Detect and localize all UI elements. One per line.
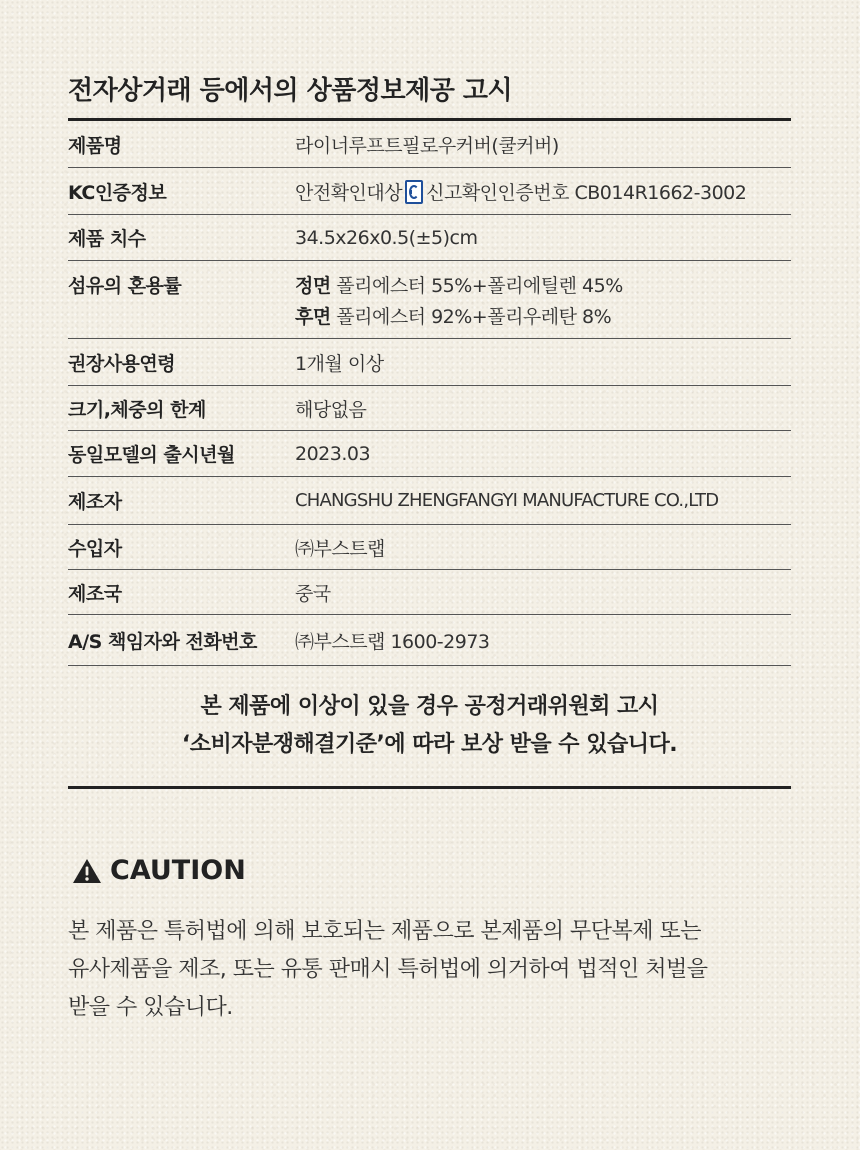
row-label: 권장사용연령: [68, 352, 176, 375]
caution-text: [68, 913, 798, 1027]
row-label: 제조국: [68, 582, 122, 605]
row-value: ㈜부스트랩 1600-2973: [295, 630, 490, 653]
caution-title-text: CAUTION: [110, 855, 246, 886]
table-row-importer: [68, 525, 791, 570]
row-label: KC인증정보: [68, 181, 167, 204]
section-divider: [68, 786, 791, 789]
kc-cert-number: 신고확인인증번호 CB014R1662-3002: [426, 181, 747, 204]
kc-target-text: 안전확인대상: [295, 181, 403, 204]
table-row-limit: [68, 386, 791, 431]
table-row-country: [68, 570, 791, 615]
notice-line-1: 본 제품에 이상이 있을 경우 공정거래위원회 고시: [200, 694, 659, 719]
compensation-notice: [68, 688, 791, 764]
row-label: A/S 책임자와 전화번호: [68, 630, 257, 653]
row-label: 제조자: [68, 491, 122, 513]
table-row-age: [68, 339, 791, 386]
row-value: 1개월 이상: [295, 352, 384, 375]
row-value: 라이너루프트필로우커버(쿨커버): [295, 134, 559, 157]
product-info-table: [68, 118, 791, 666]
caution-line-1: 본 제품은 특허법에 의해 보호되는 제품으로 본제품의 무단복제 또는: [68, 919, 702, 944]
row-label: 크기,체중의 한계: [68, 398, 206, 421]
row-label: 수입자: [68, 537, 122, 560]
table-row-size: [68, 215, 791, 261]
row-value: CHANGSHU ZHENGFANGYI MANUFACTURE CO.,LTD: [295, 490, 719, 511]
fiber-front-label: 정면: [295, 275, 331, 297]
row-value: 해당없음: [295, 398, 367, 421]
fiber-front-line: [295, 271, 791, 302]
row-label: 제품명: [68, 134, 122, 157]
kc-certification-mark-icon: [405, 180, 423, 204]
row-value: 34.5x26x0.5(±5)cm: [295, 226, 478, 249]
table-row-manufacturer: [68, 477, 791, 525]
fiber-back-label: 후면: [295, 306, 331, 328]
table-row-fiber: [68, 261, 791, 339]
row-value: [295, 178, 791, 205]
fiber-front-value: 폴리에스터 55%+폴리에틸렌 45%: [336, 275, 623, 297]
fiber-back-line: [295, 302, 791, 333]
caution-line-3: 받을 수 있습니다.: [68, 995, 233, 1020]
table-row-product-name: [68, 121, 791, 168]
caution-line-2: 유사제품을 제조, 또는 유통 판매시 특허법에 의거하여 법적인 처벌을: [68, 957, 708, 982]
row-value: 중국: [295, 582, 331, 605]
fiber-back-value: 폴리에스터 92%+폴리우레탄 8%: [336, 306, 612, 328]
row-value: [295, 271, 791, 333]
table-row-release: [68, 431, 791, 477]
warning-triangle-icon: [72, 858, 102, 884]
row-value: ㈜부스트랩: [295, 537, 385, 560]
notice-line-2: ‘소비자분쟁해결기준’에 따라 보상 받을 수 있습니다.: [181, 732, 678, 757]
row-label: 동일모델의 출시년월: [68, 444, 235, 466]
table-row-kc: [68, 168, 791, 215]
page-title: 전자상거래 등에서의 상품정보제공 고시: [68, 76, 513, 106]
row-value: 2023.03: [295, 442, 371, 465]
table-row-as: [68, 615, 791, 666]
row-label: 제품 치수: [68, 228, 146, 250]
caution-heading: [72, 855, 246, 886]
row-label: 섬유의 혼용률: [68, 275, 182, 297]
